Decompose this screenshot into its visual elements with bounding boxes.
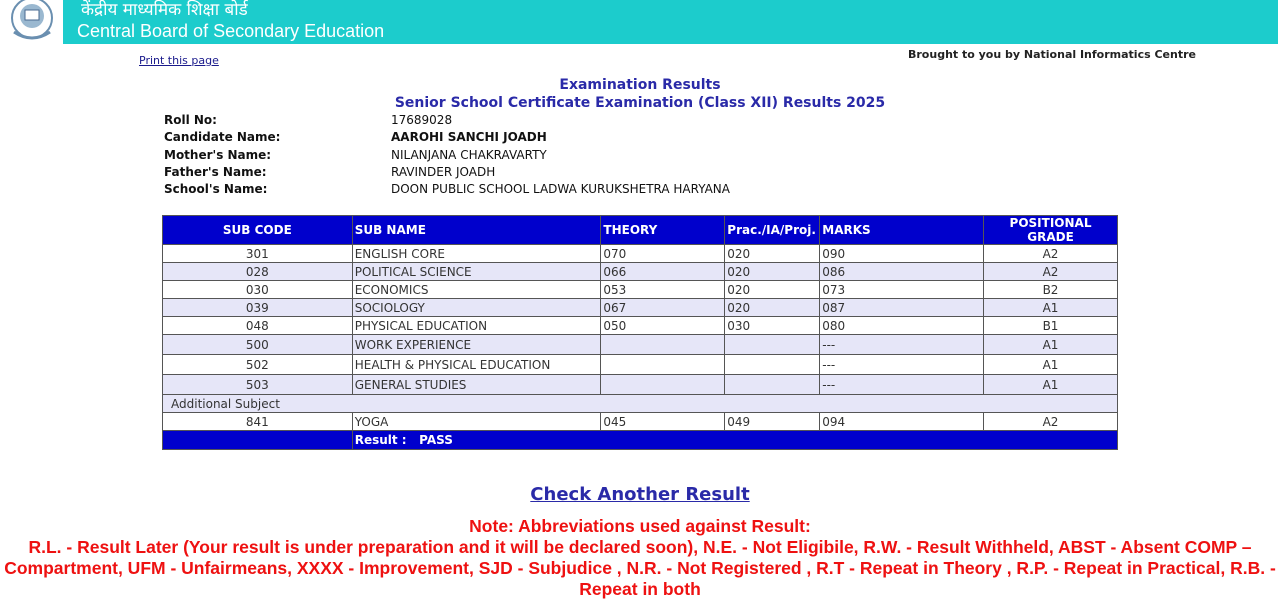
marks-table [162,215,1118,450]
table-cell: ECONOMICS [352,281,601,299]
table-cell: PHYSICAL EDUCATION [352,317,601,335]
table-cell: 073 [820,281,984,299]
table-cell: ENGLISH CORE [352,245,601,263]
table-cell: 503 [163,375,353,395]
table-cell: 087 [820,299,984,317]
table-cell: 086 [820,263,984,281]
table-cell: 049 [725,413,820,431]
info-value: RAVINDER JOADH [391,164,496,179]
brought-by-text: Brought to you by National Informatics Centre [908,48,1196,61]
table-cell: YOGA [352,413,601,431]
info-label: Candidate Name: [164,130,281,145]
table-cell [601,355,725,375]
table-cell: A1 [984,299,1118,317]
table-cell: 020 [725,299,820,317]
table-cell [725,375,820,395]
table-cell: GENERAL STUDIES [352,375,601,395]
table-cell [601,335,725,355]
table-cell: --- [820,375,984,395]
additional-subject-row [163,395,1118,413]
abbreviations-note [0,516,1280,600]
table-cell: 090 [820,245,984,263]
column-header: MARKS [820,216,984,245]
info-row [164,148,730,165]
table-cell: --- [820,335,984,355]
hindi-title: केंद्रीय माध्यमिक शिक्षा बोर्ड [81,0,248,20]
column-header: POSITIONAL GRADE [984,216,1118,245]
result-status: Result : PASS [352,431,1117,450]
info-row [164,113,730,130]
result-row [163,431,1118,450]
table-row [163,317,1118,335]
table-cell: WORK EXPERIENCE [352,335,601,355]
table-cell: 039 [163,299,353,317]
table-cell: A2 [984,413,1118,431]
table-cell: 080 [820,317,984,335]
table-cell: HEALTH & PHYSICAL EDUCATION [352,355,601,375]
table-cell: 067 [601,299,725,317]
info-value: NILANJANA CHAKRAVARTY [391,147,547,162]
table-cell: 045 [601,413,725,431]
note-title: Note: Abbreviations used against Result: [469,516,811,536]
note-text: R.L. - Result Later (Your result is under preparation and it will be declared soon), N.E. - Not Eligibile, R.W. - Result Withheld, ABST - Absent COMP – Compartment, UFM - Unfairmeans, XXXX - Improvement, SJD - Subjudice , N.R. - Not Registered , R.T - Repeat in Theory , R.P. - Repeat in Practical, R.B. - Repeat in both [4,537,1276,599]
results-subheading: Senior School Certificate Examination (Class XII) Results 2025 [394,95,886,111]
table-cell: A1 [984,355,1118,375]
table-cell: 053 [601,281,725,299]
table-cell [725,335,820,355]
table-cell [601,375,725,395]
check-another-result-link[interactable]: Check Another Result [530,484,750,505]
info-row [164,165,730,182]
info-value: DOON PUBLIC SCHOOL LADWA KURUKSHETRA HARYANA [391,182,730,197]
info-label: Roll No: [164,113,217,127]
table-cell [725,355,820,375]
table-cell: 050 [601,317,725,335]
table-cell: 048 [163,317,353,335]
table-cell: 500 [163,335,353,355]
table-cell: A2 [984,245,1118,263]
table-cell: --- [820,355,984,375]
table-cell: A2 [984,263,1118,281]
column-header: THEORY [601,216,725,245]
table-cell: 030 [725,317,820,335]
table-cell: A1 [984,375,1118,395]
info-value: 17689028 [391,113,453,127]
candidate-info [164,113,730,199]
table-cell: B1 [984,317,1118,335]
table-row [163,263,1118,281]
table-cell: A1 [984,335,1118,355]
table-cell: 020 [725,281,820,299]
column-header: SUB CODE [163,216,353,245]
info-label: School's Name: [164,182,268,197]
info-value: AAROHI SANCHI JOADH [391,130,547,145]
info-row [164,130,730,147]
additional-subject-label: Additional Subject [163,395,1118,413]
table-cell: 841 [163,413,353,431]
table-row [163,281,1118,299]
info-label: Mother's Name: [164,147,272,162]
table-cell: SOCIOLOGY [352,299,601,317]
table-row [163,299,1118,317]
table-cell: 066 [601,263,725,281]
table-cell: 301 [163,245,353,263]
column-header: Prac./IA/Proj. [725,216,820,245]
table-cell: 094 [820,413,984,431]
table-cell [163,431,353,450]
table-cell: 070 [601,245,725,263]
table-cell: 020 [725,245,820,263]
table-row [163,375,1118,395]
print-link[interactable]: Print this page [139,54,219,67]
cbse-logo [6,0,58,40]
table-cell: 020 [725,263,820,281]
table-row [163,413,1118,431]
results-heading: Examination Results [559,77,721,93]
table-row [163,335,1118,355]
header-banner [63,0,1278,44]
column-header: SUB NAME [352,216,601,245]
info-label: Father's Name: [164,164,267,179]
info-row [164,182,730,199]
table-cell: 030 [163,281,353,299]
table-cell: 028 [163,263,353,281]
table-row [163,245,1118,263]
board-title: Central Board of Secondary Education [77,21,385,41]
table-row [163,355,1118,375]
table-cell: 502 [163,355,353,375]
table-cell: B2 [984,281,1118,299]
table-cell: POLITICAL SCIENCE [352,263,601,281]
